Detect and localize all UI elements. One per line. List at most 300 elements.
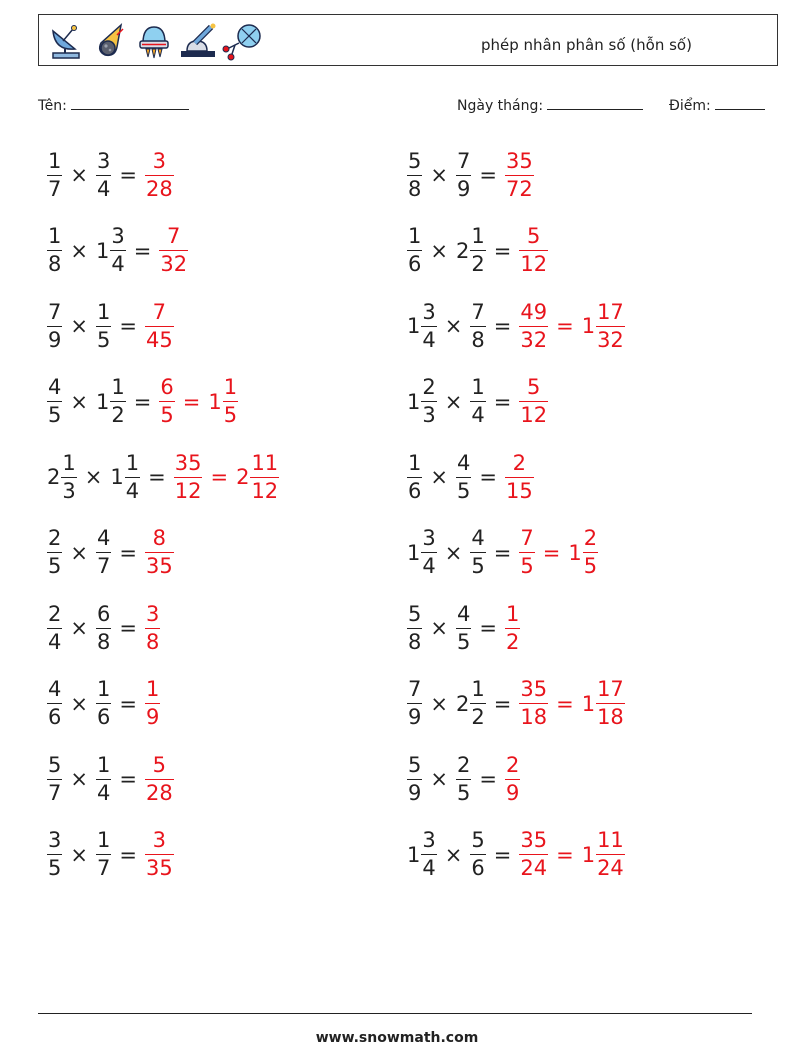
numerator: 4 xyxy=(456,450,471,475)
numerator: 7 xyxy=(408,677,422,701)
answer xyxy=(142,525,177,580)
problem-item xyxy=(44,143,177,207)
answer-equals-sign: = xyxy=(542,540,561,565)
numerator: 7 xyxy=(471,299,485,324)
fraction xyxy=(96,148,111,203)
fraction xyxy=(47,299,62,354)
numerator: 2 xyxy=(505,752,520,777)
denominator: 4 xyxy=(422,327,436,352)
numerator: 49 xyxy=(520,299,548,324)
denominator: 4 xyxy=(96,176,111,201)
numerator: 1 xyxy=(505,601,520,626)
numerator: 2 xyxy=(512,450,527,475)
denominator: 24 xyxy=(597,856,624,880)
numerator: 1 xyxy=(96,828,111,852)
date-blank[interactable] xyxy=(547,95,643,110)
problem-item xyxy=(44,445,282,509)
numerator: 7 xyxy=(152,299,167,324)
problem-item xyxy=(404,143,537,207)
fraction xyxy=(421,374,436,429)
whole-number: 2 xyxy=(455,691,470,716)
numerator: 1 xyxy=(471,224,485,248)
score-label: Điểm: xyxy=(669,98,711,114)
fraction xyxy=(456,601,471,656)
fraction xyxy=(505,450,534,505)
fraction xyxy=(456,148,471,203)
whole-number: 1 xyxy=(110,465,124,489)
fraction xyxy=(96,752,111,807)
spaceship-icon xyxy=(133,21,175,61)
whole-number: 1 xyxy=(407,842,421,867)
comet-icon xyxy=(89,21,131,61)
answer xyxy=(142,752,177,807)
denominator: 5 xyxy=(520,554,534,578)
denominator: 8 xyxy=(471,327,485,352)
denominator: 9 xyxy=(408,780,422,805)
name-label: Tên: xyxy=(38,98,67,114)
answer xyxy=(502,601,523,656)
answer-equals-sign: = xyxy=(556,691,574,716)
denominator: 4 xyxy=(422,554,436,578)
denominator: 5 xyxy=(456,478,471,503)
answer-equals-sign: = xyxy=(556,314,574,338)
equals-sign: = xyxy=(119,540,137,565)
denominator: 5 xyxy=(48,856,62,880)
denominator: 7 xyxy=(48,176,62,201)
denominator: 24 xyxy=(520,856,548,880)
numerator: 3 xyxy=(422,299,436,324)
fraction xyxy=(47,525,62,580)
problem-item xyxy=(404,672,628,736)
numerator: 3 xyxy=(152,828,167,852)
fraction xyxy=(145,148,174,203)
footer-divider xyxy=(38,1013,752,1014)
denominator: 35 xyxy=(145,856,173,880)
equals-sign: = xyxy=(119,314,137,338)
denominator: 35 xyxy=(145,554,173,578)
times-sign: × xyxy=(70,842,88,867)
fraction xyxy=(596,299,625,354)
denominator: 5 xyxy=(223,403,238,427)
answer xyxy=(516,223,551,278)
times-sign: × xyxy=(430,163,448,187)
denominator: 6 xyxy=(408,478,422,503)
times-sign: × xyxy=(84,465,103,489)
times-sign: × xyxy=(70,616,88,640)
answer xyxy=(156,223,191,278)
fraction xyxy=(145,752,174,807)
whole-number: 1 xyxy=(581,314,596,338)
whole-number: 1 xyxy=(568,540,582,565)
denominator: 32 xyxy=(520,327,548,352)
fraction xyxy=(407,450,422,505)
numerator: 2 xyxy=(456,752,471,777)
denominator: 5 xyxy=(96,327,111,352)
numerator: 17 xyxy=(597,299,624,324)
times-sign: × xyxy=(430,767,448,791)
answer xyxy=(579,676,628,731)
answer xyxy=(142,676,163,731)
fraction xyxy=(421,827,436,882)
times-sign: × xyxy=(70,389,88,414)
fraction xyxy=(47,374,62,429)
numerator: 3 xyxy=(48,828,62,852)
fraction xyxy=(96,676,111,731)
problem-item xyxy=(404,219,551,283)
fraction xyxy=(145,827,174,882)
whole-number: 1 xyxy=(95,238,110,263)
denominator: 3 xyxy=(422,403,436,427)
numerator: 7 xyxy=(456,148,471,173)
denominator: 8 xyxy=(408,629,422,654)
numerator: 1 xyxy=(96,299,111,324)
score-field xyxy=(669,95,765,114)
numerator: 3 xyxy=(145,601,160,626)
satellite-dish-icon xyxy=(45,21,87,61)
worksheet-title: phép nhân phân số (hỗn số) xyxy=(481,36,692,54)
numerator: 5 xyxy=(408,752,422,777)
denominator: 28 xyxy=(145,780,173,805)
numerator: 1 xyxy=(48,224,62,248)
numerator: 1 xyxy=(408,224,422,248)
denominator: 5 xyxy=(471,554,485,578)
fraction xyxy=(47,752,62,807)
footer-site: www.snowmath.com xyxy=(315,1030,479,1046)
denominator: 9 xyxy=(408,705,422,729)
fraction xyxy=(110,374,125,429)
numerator: 1 xyxy=(125,450,140,475)
whole-number: 1 xyxy=(95,389,110,414)
answer-equals-sign: = xyxy=(182,389,201,414)
answer xyxy=(171,450,206,505)
numerator: 11 xyxy=(251,450,279,475)
numerator: 6 xyxy=(96,601,111,626)
fraction xyxy=(159,223,188,278)
times-sign: × xyxy=(70,238,88,263)
problem-item xyxy=(44,823,177,887)
times-sign: × xyxy=(70,314,88,338)
equals-sign: = xyxy=(133,389,152,414)
denominator: 8 xyxy=(96,629,111,654)
fraction xyxy=(407,148,422,203)
fraction xyxy=(505,148,534,203)
answer xyxy=(205,374,241,429)
problem-item xyxy=(44,370,241,434)
equals-sign: = xyxy=(493,691,512,716)
numerator: 5 xyxy=(527,375,541,399)
fraction xyxy=(470,299,485,354)
problem-item xyxy=(404,521,601,585)
whole-number: 2 xyxy=(47,465,61,489)
fraction xyxy=(145,676,160,731)
denominator: 5 xyxy=(456,629,471,654)
fraction xyxy=(223,374,238,429)
fraction xyxy=(470,525,485,580)
denominator: 32 xyxy=(597,327,624,352)
answer xyxy=(516,676,551,731)
fraction xyxy=(519,223,548,278)
fraction xyxy=(250,450,279,505)
numerator: 7 xyxy=(167,224,181,248)
numerator: 5 xyxy=(152,752,167,777)
numerator: 1 xyxy=(145,677,160,701)
whole-number: 2 xyxy=(236,465,250,489)
fraction xyxy=(470,676,485,731)
denominator: 8 xyxy=(408,176,422,201)
answer xyxy=(502,752,523,807)
times-sign: × xyxy=(70,163,88,187)
date-label: Ngày tháng: xyxy=(457,98,544,114)
numerator: 2 xyxy=(48,601,62,626)
fraction xyxy=(47,676,62,731)
answer xyxy=(156,374,177,429)
numerator: 1 xyxy=(96,752,111,777)
denominator: 18 xyxy=(520,705,548,729)
fraction xyxy=(407,752,422,807)
fraction xyxy=(96,299,111,354)
denominator: 12 xyxy=(174,478,202,503)
numerator: 17 xyxy=(597,677,624,701)
denominator: 4 xyxy=(111,252,125,276)
numerator: 6 xyxy=(160,375,174,399)
problem-item xyxy=(44,219,191,283)
numerator: 2 xyxy=(48,526,62,550)
problem-item xyxy=(44,294,177,358)
numerator: 4 xyxy=(456,601,471,626)
name-blank[interactable] xyxy=(71,95,189,110)
times-sign: × xyxy=(444,314,463,338)
denominator: 4 xyxy=(48,629,62,654)
numerator: 35 xyxy=(505,148,533,173)
fraction xyxy=(47,827,62,882)
times-sign: × xyxy=(430,616,448,640)
times-sign: × xyxy=(444,842,463,867)
fraction xyxy=(96,601,111,656)
numerator: 1 xyxy=(48,148,62,173)
answer-equals-sign: = xyxy=(210,465,229,489)
answer xyxy=(142,827,177,882)
score-blank[interactable] xyxy=(715,95,765,110)
denominator: 12 xyxy=(520,252,548,276)
denominator: 9 xyxy=(505,780,520,805)
numerator: 3 xyxy=(96,148,111,173)
numerator: 4 xyxy=(48,677,62,701)
answer xyxy=(502,450,537,505)
numerator: 4 xyxy=(96,526,111,550)
fraction xyxy=(407,223,422,278)
times-sign: × xyxy=(444,389,463,414)
fraction xyxy=(470,223,485,278)
fraction xyxy=(96,525,111,580)
denominator: 7 xyxy=(48,780,62,805)
answer xyxy=(502,148,537,203)
times-sign: × xyxy=(70,540,88,565)
numerator: 7 xyxy=(48,299,62,324)
equals-sign: = xyxy=(119,616,137,640)
problem-item xyxy=(404,294,628,358)
numerator: 4 xyxy=(471,526,485,550)
denominator: 6 xyxy=(471,856,485,880)
problem-item xyxy=(404,823,628,887)
equals-sign: = xyxy=(133,238,152,263)
denominator: 7 xyxy=(96,554,111,578)
numerator: 1 xyxy=(111,375,125,399)
numerator: 7 xyxy=(520,526,534,550)
fraction xyxy=(519,374,548,429)
whole-number: 2 xyxy=(455,238,470,263)
denominator: 5 xyxy=(48,403,62,427)
fraction xyxy=(519,525,534,580)
name-field xyxy=(38,95,189,114)
equals-sign: = xyxy=(119,691,137,716)
answer xyxy=(516,525,537,580)
denominator: 4 xyxy=(422,856,436,880)
problem-item xyxy=(44,521,177,585)
denominator: 5 xyxy=(48,554,62,578)
denominator: 4 xyxy=(125,478,140,503)
equals-sign: = xyxy=(119,842,137,867)
denominator: 12 xyxy=(251,478,279,503)
denominator: 2 xyxy=(471,705,485,729)
denominator: 5 xyxy=(456,780,471,805)
fraction xyxy=(407,676,422,731)
equals-sign: = xyxy=(479,616,497,640)
numerator: 1 xyxy=(223,375,238,399)
whole-number: 1 xyxy=(407,314,421,338)
equals-sign: = xyxy=(493,389,512,414)
times-sign: × xyxy=(70,691,88,716)
date-field xyxy=(457,95,643,114)
fraction xyxy=(505,752,520,807)
fraction xyxy=(519,299,548,354)
equals-sign: = xyxy=(493,314,512,338)
equals-sign: = xyxy=(119,163,137,187)
equals-sign: = xyxy=(479,465,497,489)
problem-item xyxy=(404,445,537,509)
equals-sign: = xyxy=(119,767,137,791)
header-box xyxy=(38,14,778,66)
numerator: 35 xyxy=(520,828,548,852)
numerator: 3 xyxy=(422,526,436,550)
problem-item xyxy=(44,596,163,660)
denominator: 7 xyxy=(96,856,111,880)
whole-number: 1 xyxy=(581,842,596,867)
numerator: 4 xyxy=(48,375,62,399)
denominator: 2 xyxy=(505,629,520,654)
answer xyxy=(142,299,177,354)
equals-sign: = xyxy=(479,767,497,791)
numerator: 1 xyxy=(471,677,485,701)
fraction xyxy=(456,752,471,807)
fraction xyxy=(519,676,548,731)
numerator: 3 xyxy=(152,148,167,173)
fraction xyxy=(145,601,160,656)
fraction xyxy=(47,148,62,203)
problem-item xyxy=(44,672,163,736)
satellite-icon xyxy=(221,21,263,61)
problem-item xyxy=(404,596,523,660)
equals-sign: = xyxy=(493,238,512,263)
header-icons xyxy=(45,21,263,61)
answer xyxy=(579,827,628,882)
equals-sign: = xyxy=(493,540,512,565)
numerator: 1 xyxy=(96,677,111,701)
numerator: 1 xyxy=(408,450,422,475)
numerator: 3 xyxy=(111,224,125,248)
equals-sign: = xyxy=(148,465,166,489)
fraction xyxy=(159,374,174,429)
denominator: 2 xyxy=(111,403,125,427)
answer xyxy=(142,148,177,203)
answer xyxy=(516,827,551,882)
denominator: 6 xyxy=(408,252,422,276)
equals-sign: = xyxy=(493,842,512,867)
fraction xyxy=(407,601,422,656)
denominator: 72 xyxy=(505,176,533,201)
fraction xyxy=(47,223,62,278)
answer xyxy=(516,374,551,429)
answer-equals-sign: = xyxy=(556,842,574,867)
answer xyxy=(565,525,601,580)
fraction xyxy=(456,450,471,505)
fraction xyxy=(421,299,436,354)
fraction xyxy=(125,450,140,505)
numerator: 8 xyxy=(152,526,167,550)
denominator: 4 xyxy=(471,403,485,427)
denominator: 9 xyxy=(48,327,62,352)
whole-number: 1 xyxy=(407,389,421,414)
numerator: 11 xyxy=(597,828,624,852)
times-sign: × xyxy=(444,540,463,565)
fraction xyxy=(145,299,174,354)
fraction xyxy=(110,223,125,278)
denominator: 9 xyxy=(456,176,471,201)
fraction xyxy=(519,827,548,882)
numerator: 2 xyxy=(422,375,436,399)
fraction xyxy=(174,450,203,505)
whole-number: 1 xyxy=(208,389,222,414)
denominator: 28 xyxy=(145,176,173,201)
denominator: 3 xyxy=(62,478,76,503)
denominator: 8 xyxy=(48,252,62,276)
numerator: 5 xyxy=(408,148,422,173)
numerator: 35 xyxy=(174,450,202,475)
fraction xyxy=(421,525,436,580)
denominator: 45 xyxy=(145,327,173,352)
denominator: 6 xyxy=(48,705,62,729)
numerator: 3 xyxy=(422,828,436,852)
numerator: 5 xyxy=(48,752,62,777)
numerator: 2 xyxy=(583,526,598,550)
fraction xyxy=(583,525,598,580)
numerator: 5 xyxy=(471,828,485,852)
denominator: 4 xyxy=(96,780,111,805)
answer xyxy=(579,299,628,354)
denominator: 15 xyxy=(505,478,533,503)
fraction xyxy=(596,676,625,731)
problem-item xyxy=(404,747,523,811)
fraction xyxy=(470,827,485,882)
fraction xyxy=(96,827,111,882)
denominator: 32 xyxy=(160,252,188,276)
times-sign: × xyxy=(430,691,448,716)
denominator: 5 xyxy=(160,403,174,427)
answer xyxy=(516,299,551,354)
times-sign: × xyxy=(70,767,88,791)
fraction xyxy=(470,374,485,429)
fraction xyxy=(61,450,76,505)
problem-item xyxy=(44,747,177,811)
